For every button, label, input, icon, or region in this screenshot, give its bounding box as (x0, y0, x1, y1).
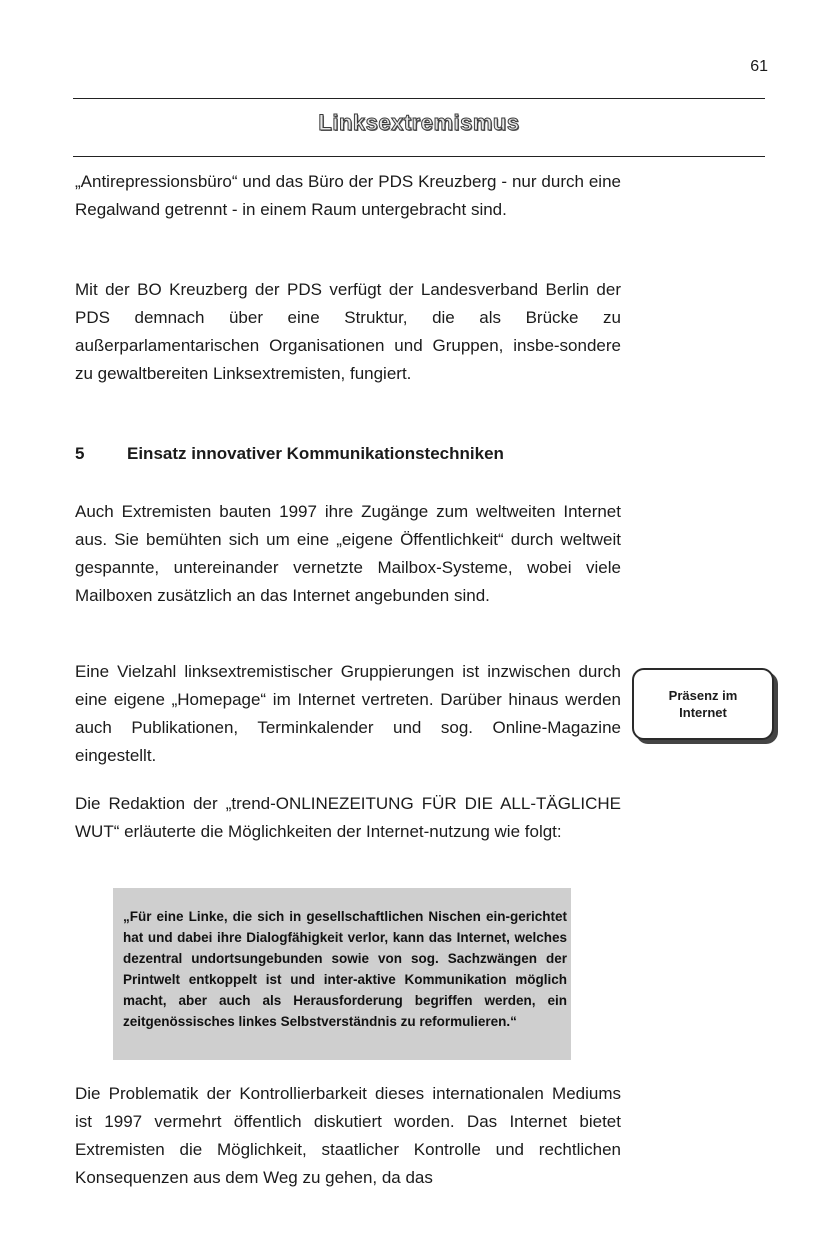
section-title: Einsatz innovativer Kommunikationstechniken (127, 444, 504, 463)
paragraph-5: Die Redaktion der „trend-ONLINEZEITUNG FÜR DIE ALL-TÄGLICHE WUT“ erläuterte die Möglichkeiten der Internet-nutzung wie folgt: (75, 794, 621, 841)
quote-text: „Für eine Linke, die sich in gesellschaftlichen Nischen ein-gerichtet hat und dabei ihre Dialogfähigkeit verlor, kann das Internet, welches dezentral undortsungebunden sowie von sog. Sachzwängen der Printwelt entkoppelt ist und inter-aktive Kommunikation möglich macht, aber auch als Herausforderung begriffen werden, ein zeitgenössisches linkes Selbstverständnis zu reformulieren.“ (123, 909, 567, 1029)
paragraph-4: Eine Vielzahl linksextremistischer Gruppierungen ist inzwischen durch eine eigene „Homepage“ im Internet vertreten. Darüber hinaus werden auch Publikationen, Terminkalender und sog. Online-Magazine eingestellt. (75, 662, 621, 765)
header-rule-top (73, 98, 765, 99)
header-rule-bottom (73, 156, 765, 157)
section-number: 5 (75, 444, 85, 463)
paragraph-6: Die Problematik der Kontrollierbarkeit dieses internationalen Mediums ist 1997 vermehrt öffentlich diskutiert worden. Das Internet bietet Extremisten die Möglichkeit, staatlicher Kontrolle und rechtlichen Konsequenzen aus dem Weg zu gehen, da das (75, 1084, 621, 1187)
paragraph-1: „Antirepressionsbüro“ und das Büro der PDS Kreuzberg - nur durch eine Regalwand getrennt - in einem Raum untergebracht sind. (75, 172, 621, 219)
section-heading (75, 444, 504, 464)
margin-note (632, 668, 774, 740)
paragraph-2: Mit der BO Kreuzberg der PDS verfügt der Landesverband Berlin der PDS demnach über eine Struktur, die als Brücke zu außerparlamentarischen Organisationen und Gruppen, insbe-sondere zu gewaltbereiten Linksextremisten, fungiert. (75, 280, 621, 383)
margin-note-label: Präsenz im Internet (668, 688, 738, 720)
running-title: Linksextremismus (318, 110, 520, 135)
page-number: 61 (750, 58, 768, 75)
paragraph-3: Auch Extremisten bauten 1997 ihre Zugänge zum weltweiten Internet aus. Sie bemühten sich um eine „eigene Öffentlichkeit“ durch weltweit gespannte, untereinander vernetzte Mailbox-Systeme, wobei viele Mailboxen zusätzlich an das Internet angebunden sind. (75, 502, 621, 605)
